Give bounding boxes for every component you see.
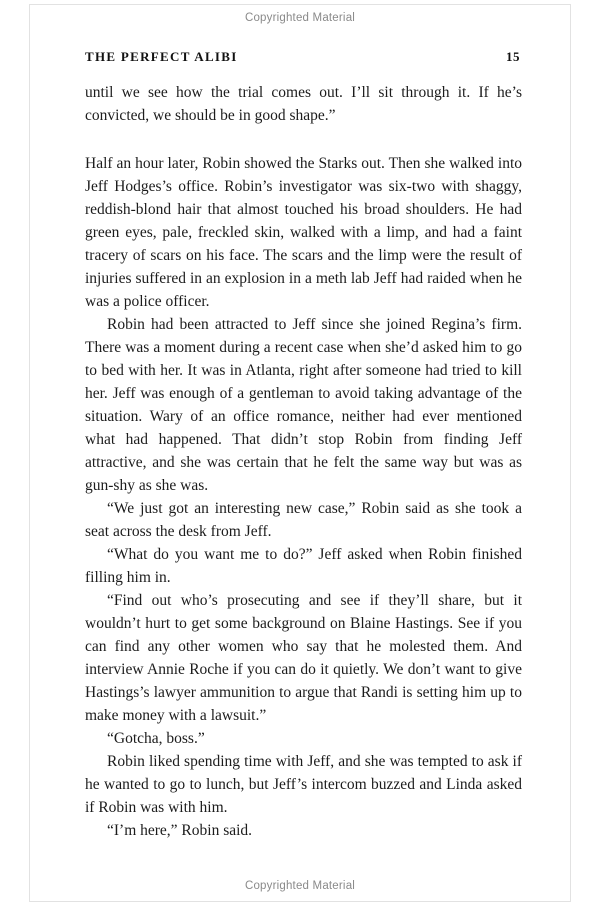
copyright-notice-top: Copyrighted Material bbox=[244, 12, 356, 24]
paragraph: “Gotcha, boss.” bbox=[107, 730, 205, 747]
paragraph: until we see how the trial comes out. I’ll sit through it. If he’s convicted, we should be in good shape.” bbox=[85, 84, 522, 124]
page-number: 15 bbox=[506, 49, 520, 64]
paragraph: “I’m here,” Robin said. bbox=[107, 822, 253, 839]
body-text bbox=[85, 81, 522, 842]
paragraph: Robin had been attracted to Jeff since she joined Regina’s firm. There was a moment during a recent case when she’d asked him to go to bed with her. It was in Atlanta, right after someone had tried to kill her. Jeff was enough of a gentleman to avoid taking advantage of the situation. Wary of an office romance, neither had ever mentioned what had happened. That didn’t stop Robin from finding Jeff attractive, and she was certain that he felt the same way but was as gun-shy as she was. bbox=[85, 316, 522, 494]
paragraph: “What do you want me to do?” Jeff asked when Robin finished filling him in. bbox=[85, 546, 522, 586]
paragraph: Robin liked spending time with Jeff, and she was tempted to ask if he wanted to go to lunch, but Jeff’s intercom buzzed and Linda asked if Robin was with him. bbox=[85, 753, 522, 816]
running-header bbox=[85, 49, 520, 65]
copyright-notice-bottom: Copyrighted Material bbox=[244, 880, 356, 892]
paragraph: “Find out who’s prosecuting and see if they’ll share, but it wouldn’t hurt to get some background on Blaine Hastings. See if you can find any other women who say that he molested them. And interview Annie Roche if you can do it quietly. We don’t want to give Hastings’s lawyer ammunition to argue that Randi is setting him up to make money with a lawsuit.” bbox=[85, 592, 522, 724]
paragraph: “We just got an interesting new case,” Robin said as she took a seat across the desk from Jeff. bbox=[85, 500, 522, 540]
book-title: THE PERFECT ALIBI bbox=[85, 49, 238, 64]
paragraph: Half an hour later, Robin showed the Starks out. Then she walked into Jeff Hodges’s office. Robin’s investigator was six-two with shaggy, reddish-blond hair that almost touched his broad shoulders. He had green eyes, pale, freckled skin, walked with a limp, and had a faint tracery of scars on his face. The scars and the limp were the result of injuries suffered in an explosion in a meth lab Jeff had raided when he was a police officer. bbox=[85, 155, 522, 310]
